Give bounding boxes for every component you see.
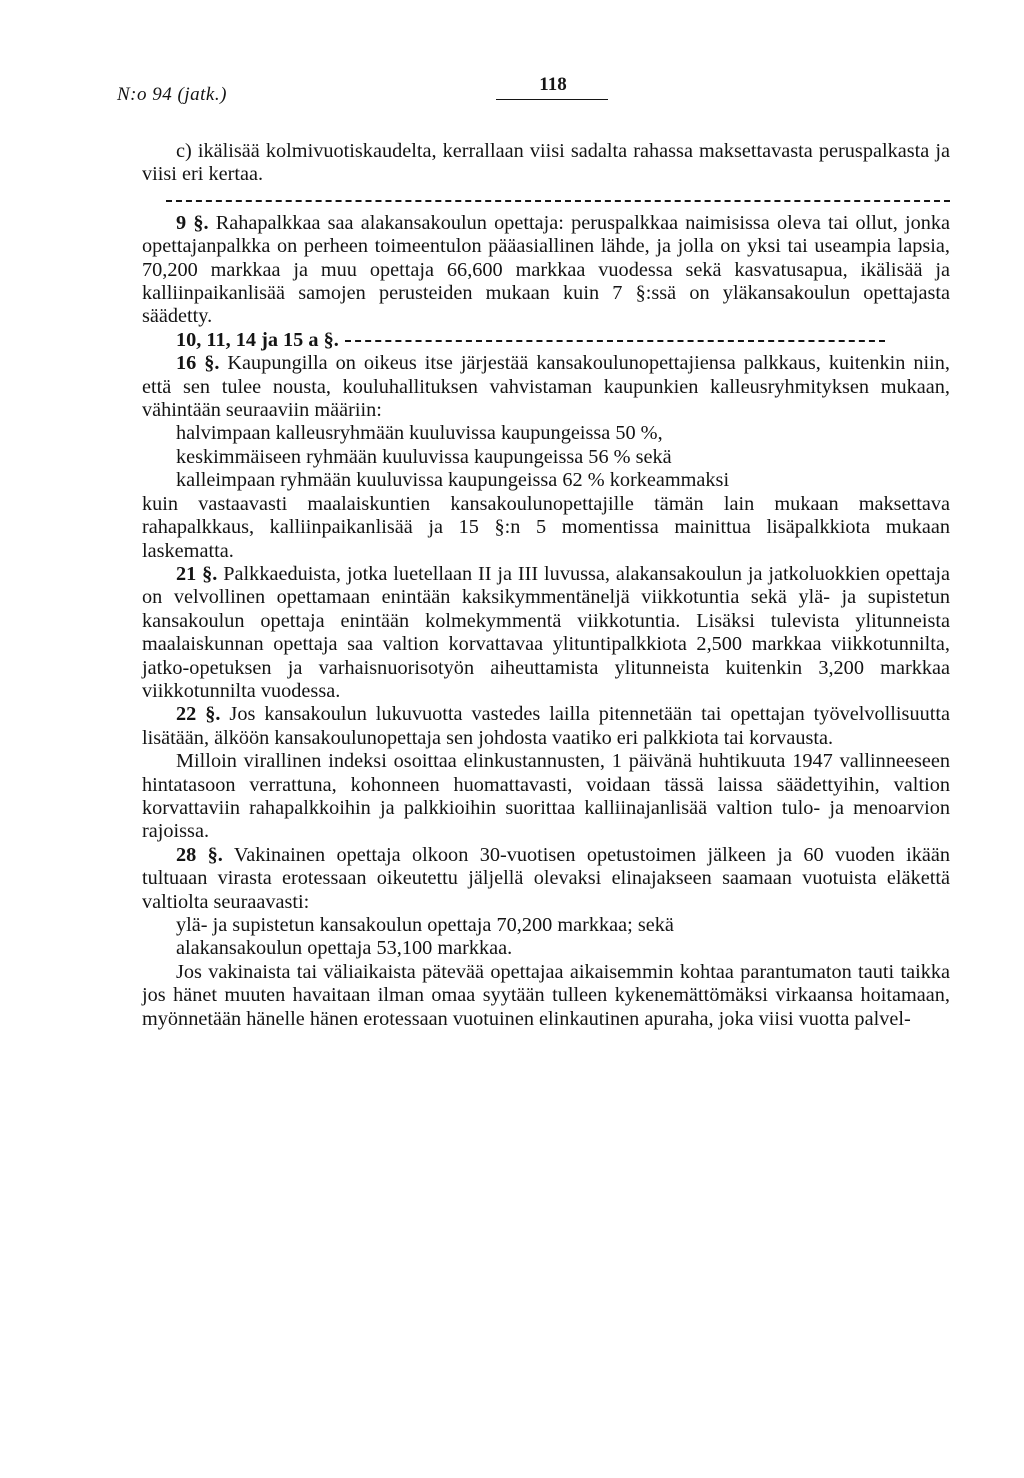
section-28-paragraph-2: Jos vakinaista tai väliaikaista pätevää opettajaa aikaisemmin kohtaa parantumaton tauti taikka jos hänet muuten havaitaan ilman omaa syytään tulleen kykenemättömäksi virkaansa hoitamaan, myönnetään hänelle hänen erotessaan vuotuinen elinkautinen apuraha, joka viisi vuotta palvel- — [142, 960, 950, 1030]
section-16 — [142, 352, 950, 422]
section-16-continuation: kuin vastaavasti maalaiskuntien kansakoulunopettajille tämän lain mukaan maksettava rahapalkkaus, kalliinpaikanlisää ja 15 §:n 5 momentissa mainittua lisäpalkkiota mukaan laskematta. — [142, 492, 950, 562]
section-28-text: Vakinainen opettaja olkoon 30-vuotisen opetustoimen jälkeen ja 60 vuoden ikään tultuaan virasta erotessaan oikeutettu jäljellä olevaksi elinajakseen saamaan vuotuista eläkettä valtiolta seuraavasti: — [142, 843, 950, 913]
section-28-number: 28 §. — [176, 843, 223, 866]
section-9-text: Rahapalkkaa saa alakansakoulun opettaja: peruspalkkaa naimisissa oleva tai ollut, jonka opettajanpalkka on perheen toimeentulon pääasiallinen lähde, ja jolla on yksi tai useampia lapsia, 70,200 markkaa ja muu opettaja 66,600 markkaa vuodessa sekä kasvatusapua, ikälisää ja kalliinpaikanlisää samojen perusteiden mukaan kuin 7 §:ssä on yläkansakoulun opettajasta säädetty. — [142, 211, 951, 328]
section-22-number: 22 §. — [176, 703, 221, 726]
omission-dashes — [345, 340, 885, 342]
section-21-text: Palkkaeduista, jotka luetellaan II ja III luvussa, alakansakoulun ja jatkoluokkien opettaja on velvollinen opettamaan enintään kaksikymmentäneljä viikkotuntia sekä ylä- ja supistetun kansakoulun opettaja enintään kolmekymmentä viikkotuntia. Lisäksi tulevista ylitunneista maalaiskunnan opettaja saa valtion korvattavaa ylituntipalkkiota 2,500 markkaa viikkotunnilta, jatko-opetuksen ja varhaisnuorisotyön aiheuttamista ylitunneista kuitenkin 3,200 markkaa viikkotunnilta vuodessa. — [142, 562, 950, 702]
sections-10-15a-number: 10, 11, 14 ja 15 a §. — [176, 328, 339, 351]
section-16-number: 16 §. — [176, 352, 220, 375]
statute-reference: N:o 94 (jatk.) — [117, 84, 227, 105]
section-16-list-item: halvimpaan kalleusryhmään kuuluvissa kaupungeissa 50 %, — [176, 422, 663, 445]
sections-10-15a — [142, 329, 950, 352]
page-number-rule — [496, 99, 608, 100]
paragraph-c-item: c) ikälisää kolmivuotiskaudelta, kerrallaan viisi sadalta rahassa maksettavasta peruspalkasta ja viisi eri kertaa. — [142, 140, 950, 186]
section-22-paragraph-2: Milloin virallinen indeksi osoittaa elinkustannusten, 1 päivänä huhtikuuta 1947 vallinneeseen hintatasoon verrattuna, kohonneen huomattavasti, voidaan tässä laissa säädettyihin, valtion korvattaviin rahapalkkoihin ja palkkioihin suorittaa kalliinajanlisää valtion tulo- ja menoarvion rajoissa. — [142, 750, 950, 843]
section-22-text: Jos kansakoulun lukuvuotta vastedes lailla pitennetään tai opettajan työvelvollisuutta lisätään, älköön kansakoulunopettaja sen johdosta vaatiko eri palkkiota tai korvausta. — [142, 703, 951, 749]
omission-separator — [166, 200, 950, 202]
page-number: 118 — [539, 74, 567, 95]
section-9-number: 9 §. — [176, 211, 209, 234]
section-28-list-item: alakansakoulun opettaja 53,100 markkaa. — [176, 937, 513, 960]
section-28-list-item: ylä- ja supistetun kansakoulun opettaja 70,200 markkaa; sekä — [176, 914, 674, 936]
section-16-list-item: kalleimpaan ryhmään kuuluvissa kaupungeissa 62 % korkeammaksi — [176, 469, 730, 492]
section-21 — [142, 563, 950, 703]
section-22 — [142, 703, 950, 750]
section-21-number: 21 §. — [176, 562, 218, 585]
body-text — [142, 140, 950, 1031]
section-16-text: Kaupungilla on oikeus itse järjestää kansakoulunopettajiensa palkkaus, kuitenkin niin, että sen tulee nousta, kouluhallituksen vahvistaman kaupunkien kalleusryhmityksen mukaan, vähintään seuraaviin määriin: — [142, 352, 950, 422]
section-9 — [142, 212, 950, 329]
section-28 — [142, 844, 950, 914]
section-16-list-item: keskimmäiseen ryhmään kuuluvissa kaupungeissa 56 % sekä — [176, 445, 672, 468]
